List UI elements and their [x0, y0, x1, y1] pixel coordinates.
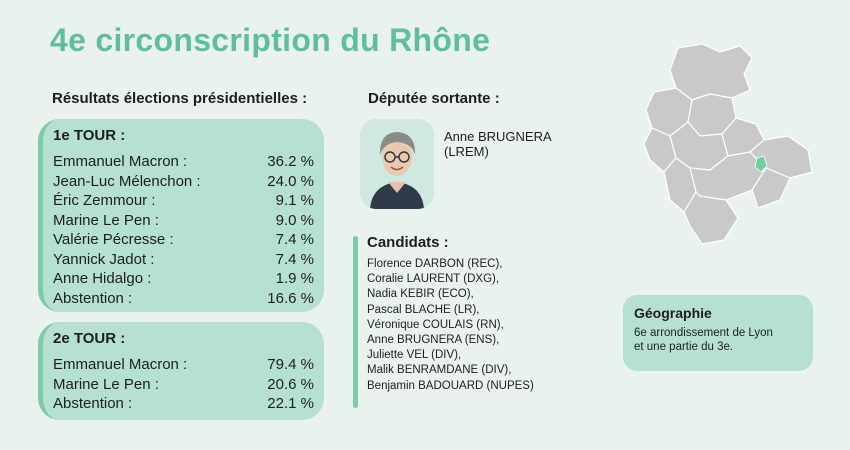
candidate-percent: 20.6 %: [267, 375, 314, 393]
candidate-name: Abstention :: [53, 289, 133, 307]
candidate-name: Éric Zemmour :: [53, 192, 156, 209]
candidate-percent: 9.0 %: [275, 211, 314, 229]
candidate-name: Marine Le Pen :: [53, 375, 159, 393]
result-row: [53, 375, 324, 395]
candidate-name: Jean-Luc Mélenchon :: [53, 172, 201, 190]
candidate-percent: 7.4 %: [275, 231, 314, 248]
candidate-name: Yannick Jadot :: [53, 250, 155, 268]
list-item: Véronique COULAIS (RN),: [367, 318, 504, 331]
candidate-name: Anne Hidalgo :: [53, 270, 152, 287]
result-row: [53, 172, 324, 192]
result-row: [53, 211, 324, 231]
candidate-name: Marine Le Pen :: [53, 211, 159, 229]
result-row: [53, 152, 324, 172]
candidates-list: [367, 257, 534, 394]
candidate-percent: 24.0 %: [267, 172, 314, 190]
candidate-percent: 79.4 %: [267, 356, 314, 373]
candidate-percent: 9.1 %: [275, 192, 314, 209]
candidates-heading: Candidats :: [367, 234, 449, 251]
list-item: Nadia KEBIR (ECO),: [367, 288, 474, 301]
result-row: [53, 394, 324, 414]
result-row: [53, 355, 324, 375]
geography-line: et une partie du 3e.: [634, 341, 734, 353]
geography-line: 6e arrondissement de Lyon: [634, 327, 773, 339]
candidate-name: Abstention :: [53, 395, 133, 412]
list-item: Malik BENRAMDANE (DIV),: [367, 364, 512, 377]
candidate-percent: 7.4 %: [275, 250, 314, 268]
map-region-south: [684, 192, 738, 244]
deputy-heading: Députée sortante :: [368, 90, 500, 107]
candidate-percent: 22.1 %: [267, 395, 314, 412]
second-round-title: 2e TOUR :: [53, 330, 126, 347]
second-round-panel: [38, 322, 324, 420]
rhone-department-map: [640, 40, 820, 250]
list-item: Coralie LAURENT (DXG),: [367, 273, 500, 286]
list-item: Pascal BLACHE (LR),: [367, 303, 480, 316]
list-item: Anne BRUGNERA (ENS),: [367, 334, 500, 347]
list-item: Florence DARBON (REC),: [367, 258, 503, 270]
result-row: [53, 289, 324, 309]
list-item: Juliette VEL (DIV),: [367, 349, 462, 362]
result-row: [53, 250, 324, 270]
geography-panel: [623, 295, 813, 371]
candidate-percent: 16.6 %: [267, 289, 314, 307]
result-row: [53, 269, 324, 289]
candidate-name: Emmanuel Macron :: [53, 356, 188, 373]
page-title: 4e circonscription du Rhône: [50, 22, 491, 58]
map-region-north: [670, 44, 752, 100]
list-item: Benjamin BADOUARD (NUPES): [367, 379, 534, 392]
deputy-portrait-illustration: [360, 119, 434, 209]
candidates-accent-bar: [353, 236, 358, 408]
first-round-title: 1e TOUR :: [53, 127, 126, 144]
deputy-party: (LREM): [444, 144, 489, 159]
candidate-name: Valérie Pécresse :: [53, 231, 174, 248]
first-round-panel: [38, 119, 324, 312]
candidate-percent: 36.2 %: [267, 153, 314, 170]
results-heading: Résultats élections présidentielles :: [52, 90, 308, 107]
deputy-name: Anne BRUGNERA: [444, 129, 552, 144]
deputy-portrait: [360, 119, 434, 209]
geography-title: Géographie: [634, 305, 712, 321]
result-row: [53, 191, 324, 211]
geography-text: [634, 326, 803, 354]
result-row: [53, 230, 324, 250]
deputy-name-block: [444, 129, 594, 159]
candidate-name: Emmanuel Macron :: [53, 153, 188, 170]
candidate-percent: 1.9 %: [275, 270, 314, 287]
